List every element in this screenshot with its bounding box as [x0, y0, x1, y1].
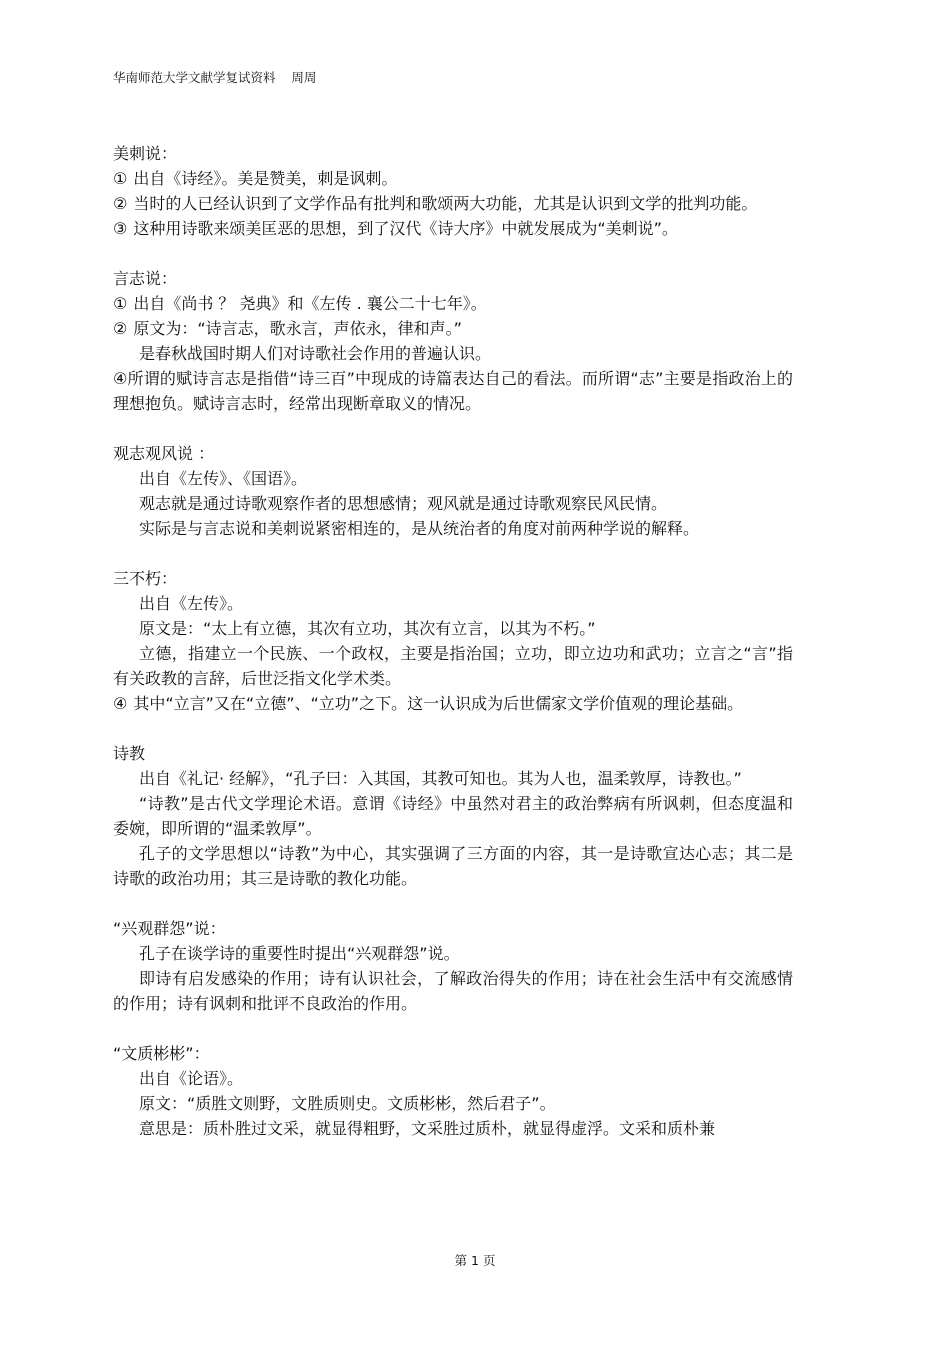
section-title: 言志说：	[113, 269, 178, 288]
section-title: 观志观风说 ：	[113, 444, 215, 463]
section	[113, 566, 793, 716]
section	[113, 141, 793, 241]
page-header: 华南师范大学文献学复试资料 周周	[113, 70, 317, 85]
paragraph-line	[113, 491, 793, 516]
paragraph-line	[113, 316, 793, 341]
line-text: 出自《左传》。	[139, 594, 244, 613]
paragraph-line	[113, 766, 793, 791]
paragraph-line	[113, 616, 793, 641]
paragraph-line	[113, 516, 793, 541]
line-text: 原文：“质胜文则野，文胜质则史。文质彬彬，然后君子”。	[139, 1094, 556, 1113]
line-text: 孔子在谈学诗的重要性时提出“兴观群怨”说。	[139, 944, 460, 963]
paragraph-line	[113, 966, 793, 1016]
line-text: 这种用诗歌来颂美匡恶的思想，到了汉代《诗大序》中就发展成为“美刺说”。	[133, 219, 678, 238]
list-marker: ③	[113, 219, 128, 238]
paragraph-line	[113, 1116, 793, 1141]
list-marker: ①	[113, 169, 128, 188]
line-text: “诗教”是古代文学理论术语。意谓《诗经》中虽然对君主的政治弊病有所讽刺，但态度温和委婉，即所谓的“温柔敦厚”。	[113, 794, 793, 838]
section	[113, 441, 793, 541]
line-text: 当时的人已经认识到了文学作品有批判和歌颂两大功能，尤其是认识到文学的批判功能。	[133, 194, 758, 213]
line-text: 其中“立言”又在“立德”、“立功”之下。这一认识成为后世儒家文学价值观的理论基础。	[133, 694, 744, 713]
section-title: “文质彬彬”：	[113, 1044, 210, 1063]
line-text: 孔子的文学思想以“诗教”为中心，其实强调了三方面的内容，其一是诗歌宣达心志；其二是诗歌的政治功用；其三是诗歌的教化功能。	[113, 844, 793, 888]
paragraph-line	[113, 791, 793, 841]
paragraph-line	[113, 216, 793, 241]
line-text: 出自《尚书 ？ 尧典》和《左传 . 襄公二十七年》。	[133, 294, 487, 313]
paragraph-line	[113, 291, 793, 316]
paragraph-line	[113, 1091, 793, 1116]
list-marker: ①	[113, 294, 128, 313]
paragraph-line	[113, 941, 793, 966]
list-marker: ④	[113, 694, 128, 713]
paragraph-line	[113, 191, 793, 216]
paragraph-line	[113, 1066, 793, 1091]
section-title: “兴观群怨”说：	[113, 919, 226, 938]
section-title: 诗教	[113, 744, 146, 763]
line-text: 实际是与言志说和美刺说紧密相连的，是从统治者的角度对前两种学说的解释。	[139, 519, 700, 538]
line-text: 原文为：“诗言志，歌永言，声依永，律和声。”	[133, 319, 462, 338]
section-title: 三不朽：	[113, 569, 178, 588]
section	[113, 1041, 793, 1141]
list-marker: ②	[113, 319, 128, 338]
paragraph-line	[113, 591, 793, 616]
section-title: 美刺说：	[113, 144, 178, 163]
line-text: ④所谓的赋诗言志是指借“诗三百”中现成的诗篇表达自己的看法。而所谓“志”主要是指政治上的理想抱负。赋诗言志时，经常出现断章取义的情况。	[113, 369, 793, 413]
paragraph-line	[113, 166, 793, 191]
line-text: 出自《左传》、《国语》。	[139, 469, 308, 488]
paragraph-line	[113, 691, 793, 716]
section	[113, 741, 793, 891]
line-text: 是春秋战国时期人们对诗歌社会作用的普遍认识。	[139, 344, 492, 363]
line-text: 意思是：质朴胜过文采，就显得粗野，文采胜过质朴，就显得虚浮。文采和质朴兼	[139, 1119, 716, 1138]
paragraph-line	[113, 641, 793, 691]
section	[113, 916, 793, 1016]
paragraph-line	[113, 341, 793, 366]
section	[113, 266, 793, 416]
line-text: 即诗有启发感染的作用；诗有认识社会，了解政治得失的作用；诗在社会生活中有交流感情的作用；诗有讽刺和批评不良政治的作用。	[113, 969, 793, 1013]
document-body	[113, 141, 793, 1166]
page-footer: 第 1 页	[454, 1253, 496, 1268]
line-text: 出自《论语》。	[139, 1069, 244, 1088]
list-marker: ②	[113, 194, 128, 213]
line-text: 原文是：“太上有立德，其次有立功，其次有立言，以其为不朽。”	[139, 619, 596, 638]
line-text: 出自《礼记· 经解》，“孔子曰：入其国，其教可知也。其为人也，温柔敦厚，诗教也。”	[139, 769, 742, 788]
paragraph-line	[113, 841, 793, 891]
paragraph-line	[113, 466, 793, 491]
line-text: 立德，指建立一个民族、一个政权，主要是指治国；立功，即立边功和武功；立言之“言”指有关政教的言辞，后世泛指文化学术类。	[113, 644, 793, 688]
paragraph-line	[113, 366, 793, 416]
line-text: 出自《诗经》。美是赞美，刺是讽刺。	[133, 169, 398, 188]
line-text: 观志就是通过诗歌观察作者的思想感情；观风就是通过诗歌观察民风民情。	[139, 494, 668, 513]
